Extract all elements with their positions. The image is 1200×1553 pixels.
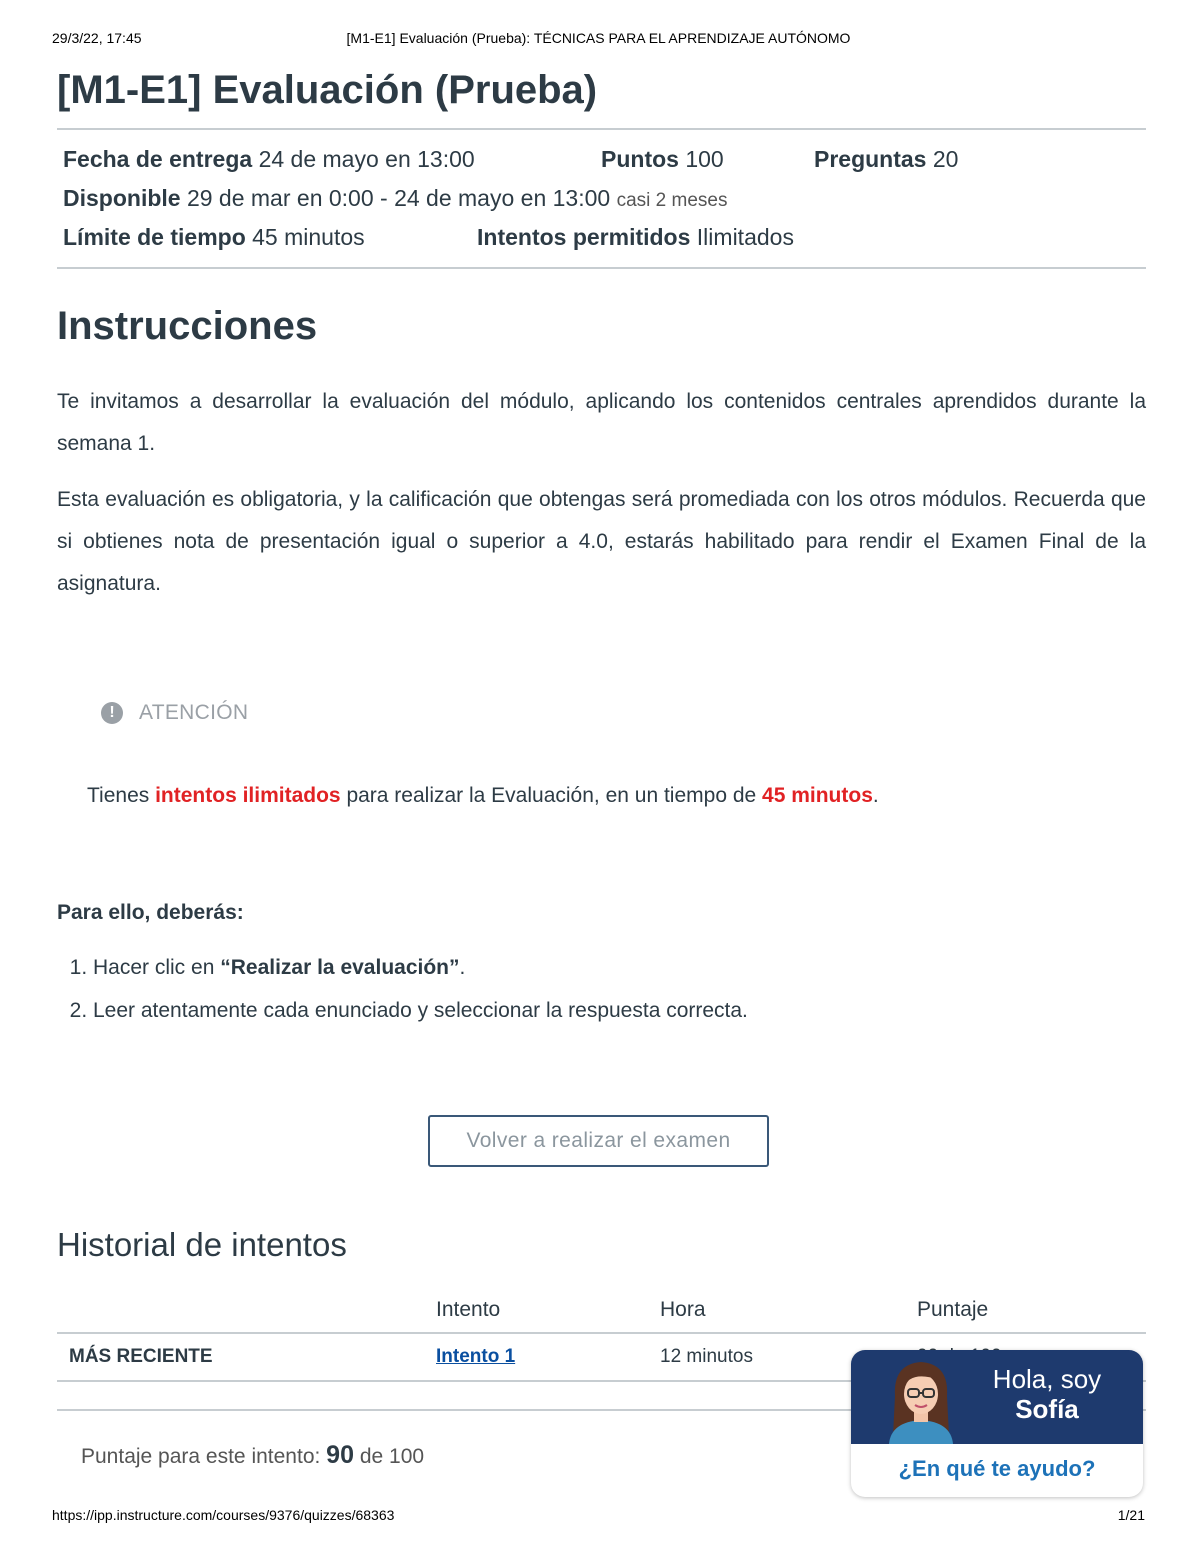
print-page-number: 1/21 [1117,1507,1145,1523]
instructions-paragraph-2: Esta evaluación es obligatoria, y la calificación que obtengas será promediada con los otros módulos. Recuerda que si obtienes nota de presentación igual o superior a 4.0, estarás habilitado para rendir el Examen Final de la asignatura. [57,488,1146,595]
attempt-time: 12 minutos [660,1346,753,1367]
steps-list [57,946,748,1032]
step-2: 2. Leer atentamente cada enunciado y seleccionar la respuesta correcta. [93,989,748,1032]
instructions-paragraph-1: Te invitamos a desarrollar la evaluación del módulo, aplicando los contenidos centrales aprendidos durante la semana 1. [57,390,1146,455]
most-recent-label: MÁS RECIENTE [69,1346,213,1367]
retake-quiz-button[interactable]: Volver a realizar el examen [428,1115,769,1167]
time-limit: Límite de tiempo 45 minutos [63,224,365,250]
chat-help-prompt[interactable]: ¿En qué te ayudo? [898,1456,1096,1481]
exclamation-circle-icon: ! [101,702,123,724]
step-1: 1. Hacer clic en “Realizar la evaluación”. [93,946,748,989]
assistant-avatar-icon [881,1356,961,1444]
divider [57,267,1146,269]
attempt-score-line: Puntaje para este intento: 90 de 100 [81,1441,425,1469]
details-row-3 [63,218,1140,257]
chat-greeting: Hola, soy Sofía [992,1364,1102,1424]
questions: Preguntas 20 [814,146,959,172]
print-url: https://ipp.instructure.com/courses/9376/quizzes/68363 [52,1507,395,1523]
attention-callout [101,701,248,725]
attempts-notice: Tienes intentos ilimitados para realizar la Evaluación, en un tiempo de 45 minutos. [87,784,879,807]
details-row-2 [63,179,1140,218]
due-date: Fecha de entrega 24 de mayo en 13:00 [63,146,475,172]
quiz-details [57,130,1146,257]
print-doc-title: [M1-E1] Evaluación (Prueba): TÉCNICAS PARA EL APRENDIZAJE AUTÓNOMO [346,30,851,46]
points: Puntos 100 [601,146,724,172]
quiz-title: [M1-E1] Evaluación (Prueba) [57,68,598,112]
col-attempt: Intento [436,1298,501,1321]
allowed-attempts: Intentos permitidos Ilimitados [477,224,794,250]
chat-widget-banner [851,1350,1143,1444]
availability: Disponible 29 de mar en 0:00 - 24 de mayo en 13:00 casi 2 meses [63,185,728,211]
chat-assistant-widget[interactable] [851,1350,1143,1497]
table-header [57,1292,1146,1332]
print-datetime: 29/3/22, 17:45 [52,30,142,46]
details-row-1 [63,140,1140,179]
attempt-1-link[interactable]: Intento 1 [436,1346,516,1367]
attention-label: ATENCIÓN [139,701,249,724]
instructions-heading: Instrucciones [57,304,318,348]
col-time: Hora [660,1298,706,1321]
attempt-history-heading: Historial de intentos [57,1226,347,1263]
col-score: Puntaje [917,1298,989,1321]
steps-intro: Para ello, deberás: [57,901,244,924]
